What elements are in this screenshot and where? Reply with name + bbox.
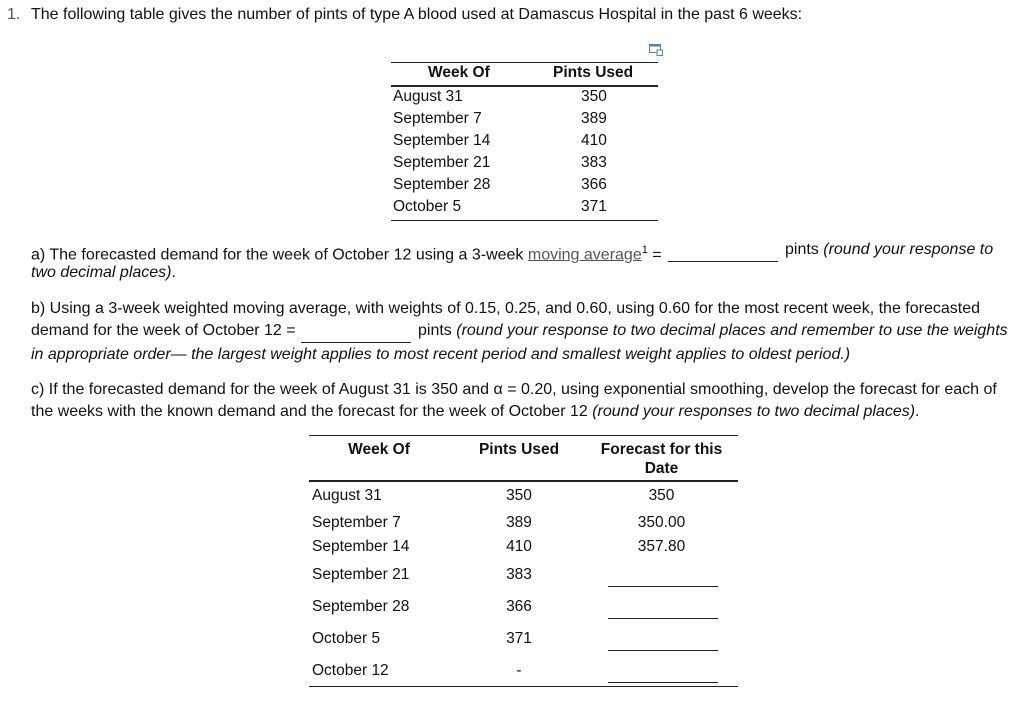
week-cell: September 28	[312, 598, 410, 615]
week-cell: September 7	[312, 514, 401, 531]
week-cell: September 14	[393, 132, 491, 149]
forecast-input-october-12[interactable]	[608, 664, 718, 683]
part-a-unit: pints	[785, 241, 824, 258]
part-c-period: .	[915, 403, 920, 420]
week-cell: October 5	[312, 630, 381, 647]
week-cell: October 5	[393, 198, 462, 215]
table-row	[391, 88, 658, 110]
copy-icon[interactable]	[649, 44, 663, 56]
week-cell: August 31	[312, 487, 382, 504]
part-b-unit: pints	[418, 322, 457, 339]
table-row	[391, 132, 658, 154]
table-row	[391, 198, 658, 220]
pints-cell: 371	[506, 630, 532, 647]
part-a-equals: =	[647, 246, 662, 264]
week-cell: September 21	[393, 154, 491, 171]
pints-cell: -	[516, 662, 522, 679]
forecast-cell: 350.00	[637, 514, 686, 531]
forecast-input-september-28[interactable]	[608, 600, 718, 619]
part-a-prefix: a) The forecasted demand for the week of October 12 using a 3-week	[31, 246, 528, 264]
pints-cell: 389	[506, 514, 532, 531]
part-b-answer-input[interactable]	[301, 324, 411, 343]
part-a-instruction: (round your response to	[823, 241, 994, 258]
table-row	[391, 176, 658, 198]
part-c-prefix: the weeks with the known demand and the forecast for the week of October 12	[31, 403, 593, 420]
pints-cell: 350	[581, 88, 607, 105]
part-c-instruction: (round your responses to two decimal places)	[592, 403, 916, 420]
part-b-instruction-cont: in appropriate order— the largest weight applies to most recent period and smallest weight applies to oldest period.)	[31, 346, 851, 363]
pints-cell: 389	[581, 110, 607, 127]
table-row	[391, 110, 658, 132]
part-a-answer-input[interactable]	[668, 243, 778, 262]
forecast-cell: 357.80	[637, 538, 686, 555]
moving-average-link[interactable]: moving average	[527, 246, 642, 264]
week-cell: September 28	[393, 176, 491, 193]
header-forecast-l2: Date	[644, 460, 679, 477]
header-pints-used: Pints Used	[553, 64, 634, 81]
table-row	[391, 154, 658, 176]
header-week-of: Week Of	[428, 64, 490, 81]
header-forecast-l1: Forecast for this	[600, 441, 723, 458]
pints-cell: 366	[581, 176, 607, 193]
week-cell: October 12	[312, 662, 389, 679]
question-number: 1.	[7, 6, 21, 23]
pints-cell: 410	[506, 538, 532, 555]
forecast-input-october-5[interactable]	[608, 632, 718, 651]
pints-cell: 371	[581, 198, 607, 215]
week-cell: September 14	[312, 538, 410, 555]
part-c-line1: c) If the forecasted demand for the week of August 31 is 350 and α = 0.20, using exponential smoothing, develop the forecast for each of	[31, 381, 997, 398]
header-pints-used: Pints Used	[478, 441, 560, 458]
part-b-line2-after	[418, 320, 1008, 342]
footnote-marker: 1	[641, 244, 648, 256]
week-cell: September 7	[393, 110, 482, 127]
week-cell: August 31	[393, 88, 463, 105]
forecast-cell: 350	[648, 487, 675, 504]
week-cell: September 21	[312, 566, 410, 583]
part-b-line1: b) Using a 3-week weighted moving average, with weights of 0.15, 0.25, and 0.60, using 0.60 for the most recent week, the forecasted	[31, 300, 980, 317]
pints-cell: 383	[581, 154, 607, 171]
part-c-line2	[31, 401, 920, 423]
header-week-of: Week Of	[348, 441, 410, 458]
forecast-input-september-21[interactable]	[608, 568, 718, 587]
pints-cell: 350	[506, 487, 532, 504]
pints-cell: 383	[506, 566, 532, 583]
part-b-line2-prefix: demand for the week of October 12 =	[31, 322, 296, 339]
pints-cell: 366	[506, 598, 532, 615]
part-a-period: .	[171, 264, 176, 281]
part-a-after	[785, 239, 993, 261]
part-a-instruction-cont: two decimal places)	[31, 264, 172, 281]
part-b-line3	[31, 344, 850, 366]
pints-cell: 410	[581, 132, 607, 149]
part-b-instruction: (round your response to two decimal places and remember to use the weights	[456, 322, 1008, 339]
part-a-line2	[31, 262, 176, 284]
question-text: The following table gives the number of pints of type A blood used at Damascus Hospital in the past 6 weeks:	[31, 6, 803, 23]
